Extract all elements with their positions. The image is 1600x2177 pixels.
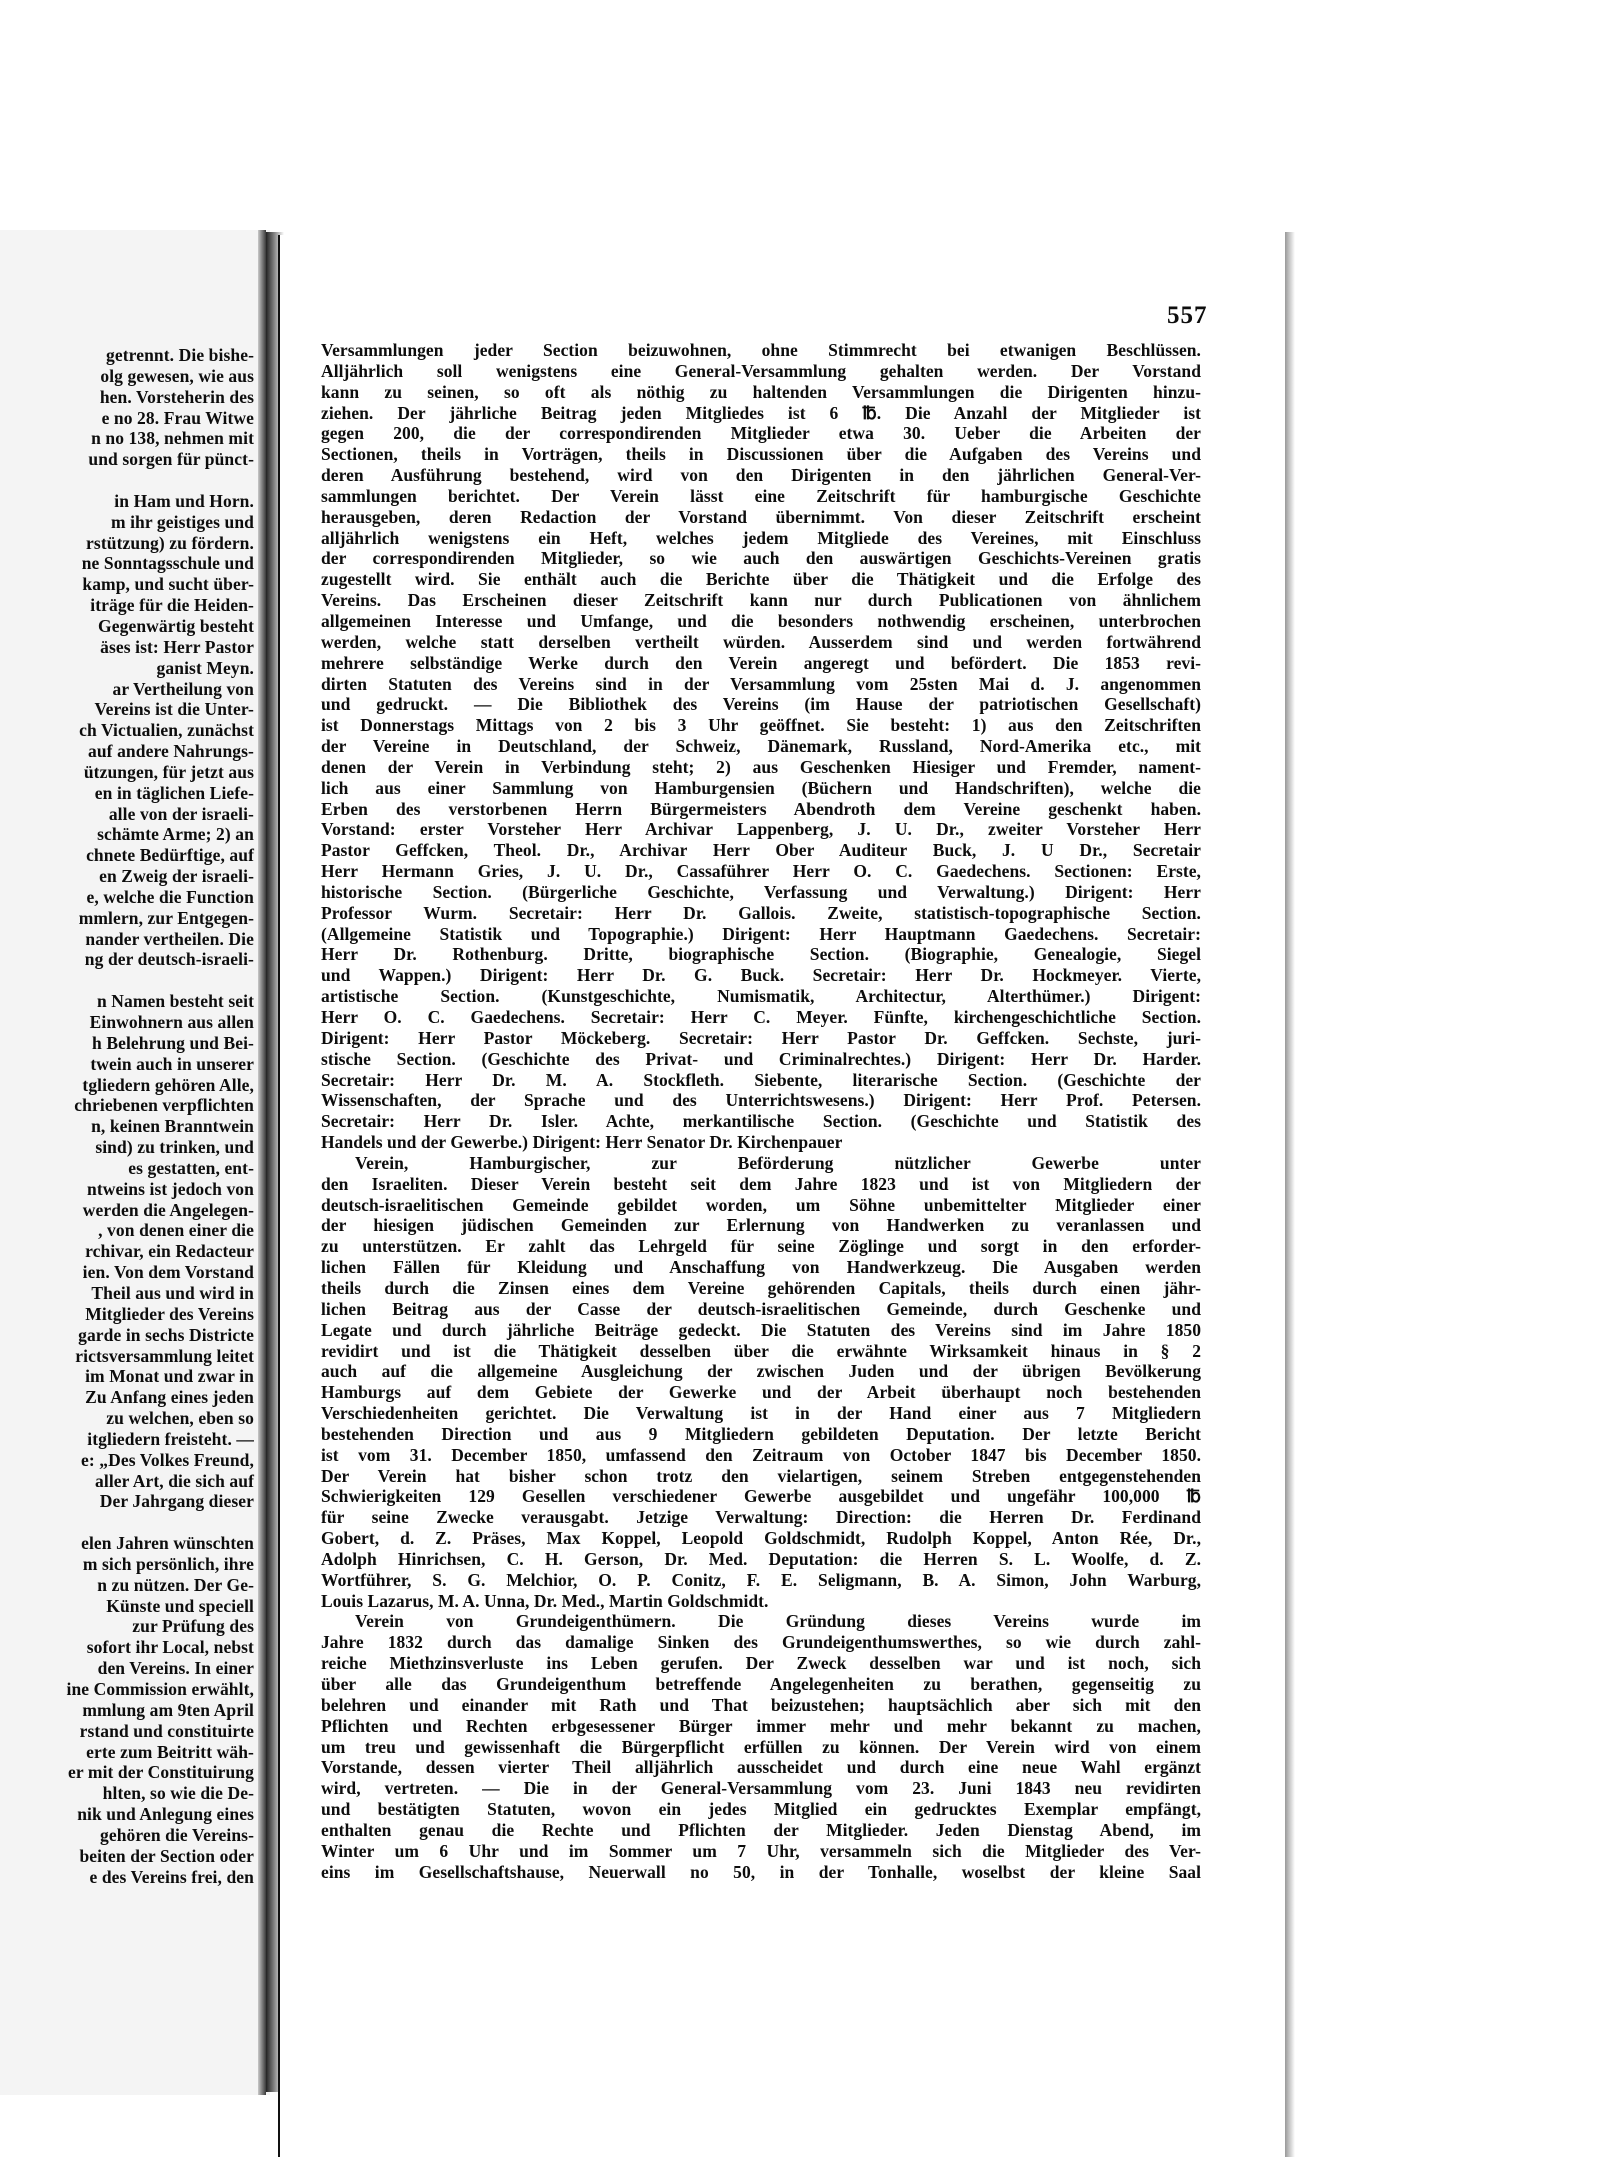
left-page-line: e: „Des Volkes Freund,: [80, 1449, 254, 1470]
body-text-line: belehren und einander mit Rath und That beizustehen; hauptsächlich aber sich mit den: [321, 1694, 1201, 1715]
body-text-line: (Allgemeine Statistik und Topographie.) Dirigent: Herr Hauptmann Gaedechens. Secretair:: [321, 923, 1201, 944]
body-text-line: Adolph Hinrichsen, C. H. Gerson, Dr. Med. Deputation: die Herren S. L. Woolfe, d. Z.: [321, 1548, 1201, 1569]
left-page-line: , von denen einer die: [98, 1220, 254, 1241]
left-page-line: iträge für die Heiden-: [90, 595, 254, 616]
left-page-line: Gegenwärtig besteht: [98, 615, 254, 636]
left-page-line: getrennt. Die bishe-: [106, 345, 254, 365]
body-text-line: für seine Zwecke verausgabt. Jetzige Verwaltung: Direction: die Herren Dr. Ferdinand: [321, 1507, 1201, 1528]
body-text-line: auch auf die allgemeine Ausgleichung der zwischen Juden und der übrigen Bevölkerung: [321, 1361, 1201, 1382]
body-text-line: Verschiedenheiten gerichtet. Die Verwaltung ist in der Hand einer aus 7 Mitgliedern: [321, 1403, 1201, 1424]
body-text-line: Hamburgs auf dem Gebiete der Gewerke und der Arbeit überhaupt noch bestehenden: [321, 1382, 1201, 1403]
left-page-line: Vereins ist die Unter-: [94, 699, 254, 720]
body-text-line: Wissenschaften, der Sprache und des Unterrichtswesens.) Dirigent: Herr Prof. Petersen.: [321, 1090, 1201, 1111]
left-page-line: alle von der israeli-: [108, 803, 254, 824]
left-page-line: chnete Bedürftige, auf: [86, 845, 254, 866]
left-page-line: nander vertheilen. Die: [85, 928, 254, 949]
body-text-line: alljährlich wenigstens ein Heft, welches jedem Mitgliede des Vereines, mit Einschluss: [321, 527, 1201, 548]
left-page-line: ganist Meyn.: [156, 657, 254, 678]
body-text-line: lichen Fällen für Kleidung und Anschaffung von Handwerkzeug. Die Ausgaben werden: [321, 1257, 1201, 1278]
left-page-line: er mit der Constituirung: [68, 1762, 254, 1783]
left-page-line: werden die Angelegen-: [82, 1199, 254, 1220]
left-page-line: rstützung) zu fördern.: [86, 532, 254, 553]
left-page-line: garde in sechs Districte: [78, 1324, 254, 1345]
left-page-line: m ihr geistiges und: [110, 511, 254, 532]
body-text-line: Verein, Hamburgischer, zur Beförderung nützlicher Gewerbe unter: [355, 1152, 1201, 1173]
left-page-line: ine Commission erwählt,: [66, 1679, 254, 1699]
body-text-line: Herr Dr. Rothenburg. Dritte, biographische Section. (Biographie, Genealogie, Siegel: [321, 944, 1201, 965]
left-page-line: in Ham und Horn.: [114, 490, 254, 511]
body-text-line: reiche Miethzinsverluste ins Leben gerufen. Der Zweck desselben war und ist noch, sich: [321, 1653, 1201, 1674]
body-text-line: mehrere selbständige Werke durch den Verein angeregt und befördert. Die 1853 revi-: [321, 652, 1201, 673]
left-page-line: tgliedern gehören Alle,: [82, 1074, 254, 1095]
body-text-line: denen der Verein in Verbindung steht; 2) aus Geschenken Hiesiger und Fremder, nament-: [321, 756, 1201, 777]
body-text-line: und bestätigten Statuten, wovon ein jedes Mitglied ein gedrucktes Exemplar empfängt,: [321, 1799, 1201, 1820]
left-page-line: und sorgen für pünct-: [88, 449, 254, 470]
left-page-line: n no 138, nehmen mit: [91, 428, 254, 449]
body-text-line: um treu und gewissenhaft die Bürgerpflicht erfüllen zu können. Der Verein wird von einem: [321, 1736, 1201, 1757]
left-page-line: kamp, und sucht über-: [82, 574, 254, 595]
left-page-line: ch Victualien, zunächst: [79, 720, 254, 741]
left-page-line: en in täglichen Liefe-: [94, 782, 254, 803]
left-page-line: chriebenen verpflichten: [74, 1095, 254, 1116]
body-text-line: Pastor Geffcken, Theol. Dr., Archivar Herr Ober Auditeur Buck, J. U Dr., Secretair: [321, 840, 1201, 861]
body-text-line: dirten Statuten des Vereins sind in der Versammlung vom 25sten Mai d. J. angenommen: [321, 673, 1201, 694]
body-text-line: allgemeinen Interesse und Umfange, und die besonders nothwendig erscheinen, unterbrochen: [321, 610, 1201, 631]
body-text-line: Der Verein hat bisher schon trotz den vielartigen, seinem Streben entgegenstehenden: [321, 1465, 1201, 1486]
left-page-line: sind) zu trinken, und: [95, 1137, 254, 1158]
body-text-line: Legate und durch jährliche Beiträge gedeckt. Die Statuten des Vereins sind im Jahre 1850: [321, 1319, 1201, 1340]
body-text-column: [321, 340, 1201, 1882]
body-text-line: bestehenden Direction und aus 9 Mitgliedern gebildeten Deputation. Der letzte Bericht: [321, 1423, 1201, 1444]
left-page-line: zu welchen, eben so: [106, 1408, 254, 1429]
left-page-line: mmlern, zur Entgegen-: [78, 907, 254, 928]
left-page-line: ien. Von dem Vorstand: [82, 1262, 254, 1283]
body-text-line: den Israeliten. Dieser Verein besteht seit dem Jahre 1823 und ist von Mitgliedern der: [321, 1173, 1201, 1194]
left-page-line: twein auch in unserer: [90, 1053, 254, 1074]
left-page-line: ntweins ist jedoch von: [86, 1178, 254, 1199]
left-page-line: gehören die Vereins-: [100, 1824, 254, 1845]
body-text-line: Pflichten und Rechten erbgesessener Bürger immer mehr und mehr bekannt zu machen,: [321, 1715, 1201, 1736]
right-page-edge: [1285, 232, 1295, 2157]
body-text-line: Dirigent: Herr Pastor Möckeberg. Secretair: Herr Pastor Dr. Geffcken. Sechste, juri-: [321, 1027, 1201, 1048]
body-text-line: und gedruckt. — Die Bibliothek des Vereins (im Hause der patriotischen Gesellschaft): [321, 694, 1201, 715]
body-text-line: sammlungen berichtet. Der Verein lässt eine Zeitschrift für hamburgische Geschichte: [321, 485, 1201, 506]
body-text-line: ist Donnerstags Mittags von 2 bis 3 Uhr geöffnet. Sie besteht: 1) aus den Zeitschriften: [321, 715, 1201, 736]
body-text-line: Winter um 6 Uhr und im Sommer um 7 Uhr, versammeln sich die Mitglieder des Ver-: [321, 1840, 1201, 1861]
body-text-line: Verein von Grundeigenthümern. Die Gründung dieses Vereins wurde im: [355, 1611, 1201, 1632]
body-text-line: Gobert, d. Z. Präses, Max Koppel, Leopold Goldschmidt, Rudolph Koppel, Anton Rée, Dr.,: [321, 1528, 1201, 1549]
left-page-line: olg gewesen, wie aus: [100, 365, 254, 386]
left-page-text: [0, 345, 254, 1887]
body-text-line: zugestellt wird. Sie enthält auch die Berichte über die Thätigkeit und die Erfolge des: [321, 569, 1201, 590]
body-text-line: lichen Beitrag aus der Casse der deutsch-israelitischen Gemeinde, durch Geschenke und: [321, 1298, 1201, 1319]
left-page-fragment: [0, 230, 270, 2095]
body-text-line: artistische Section. (Kunstgeschichte, Numismatik, Architectur, Alterthümer.) Dirigent:: [321, 986, 1201, 1007]
body-text-line: ziehen. Der jährliche Beitrag jeden Mitgliedes ist 6 ℔. Die Anzahl der Mitglieder ist: [321, 402, 1201, 423]
body-text-line: werden, welche statt derselben vertheilt würden. Ausserdem sind und werden fortwährend: [321, 631, 1201, 652]
body-text-line: Versammlungen jeder Section beizuwohnen, ohne Stimmrecht bei etwanigen Beschlüssen.: [321, 340, 1201, 360]
body-text-line: deutsch-israelitischen Gemeinde gebildet worden, um Söhne unbemittelter Mitglieder einer: [321, 1194, 1201, 1215]
left-page-edge: [258, 230, 266, 2095]
body-text-line: kann zu seinen, so oft als nöthig zu haltenden Versammlungen die Dirigenten hinzu-: [321, 381, 1201, 402]
body-text-line: Professor Wurm. Secretair: Herr Dr. Gallois. Zweite, statistisch-topographische Section.: [321, 902, 1201, 923]
left-page-line: [0, 970, 254, 991]
left-page-line: ar Vertheilung von: [112, 678, 254, 699]
left-page-line: n zu nützen. Der Ge-: [97, 1574, 254, 1595]
body-text-line: der Vereine in Deutschland, der Schweiz, Dänemark, Russland, Nord-Amerika etc., mit: [321, 736, 1201, 757]
body-text-line: historische Section. (Bürgerliche Geschichte, Verfassung und Verwaltung.) Dirigent: Herr: [321, 881, 1201, 902]
left-page-line: sofort ihr Local, nebst: [86, 1637, 254, 1658]
body-text-line: der hiesigen jüdischen Gemeinden zur Erlernung von Handwerken zu veranlassen und: [321, 1215, 1201, 1236]
left-page-line: Zu Anfang eines jeden: [85, 1387, 254, 1408]
left-page-line: en Zweig der israeli-: [99, 866, 254, 887]
page-number: 557: [1167, 302, 1208, 329]
left-page-line: aller Art, die sich auf: [95, 1470, 254, 1491]
left-page-line: rstand und constituirte: [79, 1720, 254, 1741]
body-text-line: Secretair: Herr Dr. Isler. Achte, merkantilische Section. (Geschichte und Statistik des: [321, 1111, 1201, 1132]
body-text-line: Vereins. Das Erscheinen dieser Zeitschrift kann nur durch Publicationen von ähnlichem: [321, 590, 1201, 611]
left-page-line: im Monat und zwar in: [85, 1366, 254, 1387]
body-text-line: revidirt und ist die Thätigkeit desselben über die erwähnte Wirksamkeit hinaus in § 2: [321, 1340, 1201, 1361]
left-page-line: ützungen, für jetzt aus: [83, 761, 254, 782]
left-page-line: e no 28. Frau Witwe: [101, 407, 254, 428]
left-page-line: Der Jahrgang dieser: [99, 1491, 254, 1512]
body-text-line: Alljährlich soll wenigstens eine General-Versammlung gehalten werden. Der Vorstand: [321, 360, 1201, 381]
body-text-line: Louis Lazarus, M. A. Unna, Dr. Med., Martin Goldschmidt.: [321, 1590, 769, 1611]
body-text-line: Vorstande, dessen vierter Theil alljährlich ausscheidet und durch eine neue Wahl ergänzt: [321, 1757, 1201, 1778]
body-text-line: ist vom 31. December 1850, umfassend den Zeitraum von October 1847 bis December 1850.: [321, 1444, 1201, 1465]
left-page-line: e, welche die Function: [86, 886, 254, 907]
body-text-line: herausgeben, deren Redaction der Vorstand übernimmt. Von dieser Zeitschrift erscheint: [321, 506, 1201, 527]
left-page-line: itgliedern freisteht. —: [87, 1428, 254, 1449]
body-text-line: stische Section. (Geschichte des Privat- und Criminalrechtes.) Dirigent: Herr Dr. Harder.: [321, 1048, 1201, 1069]
left-page-line: äses ist: Herr Pastor: [100, 636, 254, 657]
left-page-line: hlten, so wie die De-: [102, 1783, 254, 1804]
left-page-line: auf andere Nahrungs-: [87, 741, 254, 762]
body-text-line: Schwierigkeiten 129 Gesellen verschiedener Gewerbe ausgebildet und ungefähr 100,000 ℔: [321, 1486, 1201, 1507]
left-page-line: erte zum Beitritt wäh-: [86, 1741, 254, 1762]
left-page-line: n, keinen Branntwein: [91, 1116, 254, 1137]
left-page-line: [0, 1512, 254, 1533]
left-page-line: den Vereins. In einer: [97, 1658, 254, 1679]
left-page-line: [0, 470, 254, 491]
body-text-line: Secretair: Herr Dr. M. A. Stockfleth. Siebente, literarische Section. (Geschichte der: [321, 1069, 1201, 1090]
left-page-line: n Namen besteht seit: [96, 991, 254, 1012]
left-page-line: h Belehrung und Bei-: [92, 1032, 254, 1053]
body-text-line: enthalten genau die Rechte und Pflichten der Mitglieder. Jeden Dienstag Abend, im: [321, 1819, 1201, 1840]
body-text-line: Vorstand: erster Vorsteher Herr Archivar Lappenberg, J. U. Dr., zweiter Vorsteher Herr: [321, 819, 1201, 840]
left-page-line: schämte Arme; 2) an: [97, 824, 254, 845]
body-text-line: der correspondirenden Mitglieder, so wie auch den auswärtigen Geschichts-Vereinen gratis: [321, 548, 1201, 569]
body-text-line: zu unterstützen. Er zahlt das Lehrgeld für seine Zöglinge und sorgt in den erforder-: [321, 1236, 1201, 1257]
left-page-line: Einwohnern aus allen: [89, 1012, 254, 1032]
body-text-line: theils durch die Zinsen eines dem Vereine gehörenden Capitals, theils durch einen jähr-: [321, 1277, 1201, 1298]
body-text-line: über alle das Grundeigenthum betreffende Angelegenheiten zu berathen, gegenseitig zu: [321, 1674, 1201, 1694]
left-page-line: zur Prüfung des: [132, 1616, 254, 1637]
body-text-line: lich aus einer Sammlung von Hamburgensien (Büchern und Handschriften), welche die: [321, 777, 1201, 798]
body-text-line: gegen 200, die der correspondirenden Mitglieder etwa 30. Ueber die Arbeiten der: [321, 423, 1201, 444]
left-page-line: rchivar, ein Redacteur: [85, 1241, 254, 1262]
left-page-line: mmlung am 9ten April: [82, 1699, 254, 1720]
left-page-line: m sich persönlich, ihre: [82, 1553, 254, 1574]
body-text-line: deren Ausführung bestehend, wird von den Dirigenten in den jährlichen General-Ver-: [321, 465, 1201, 486]
body-text-line: Wortführer, S. G. Melchior, O. P. Conitz, F. E. Seligmann, B. A. Simon, John Warburg,: [321, 1569, 1201, 1590]
left-page-line: elen Jahren wünschten: [81, 1533, 254, 1554]
left-page-line: ne Sonntagsschule und: [81, 553, 254, 574]
left-page-line: ng der deutsch-israeli-: [84, 949, 254, 970]
body-text-line: wird, vertreten. — Die in der General-Versammlung vom 23. Juni 1843 neu revidirten: [321, 1778, 1201, 1799]
body-text-line: und Wappen.) Dirigent: Herr Dr. G. Buck. Secretair: Herr Dr. Hockmeyer. Vierte,: [321, 965, 1201, 986]
body-text-line: Herr O. C. Gaedechens. Secretair: Herr C. Meyer. Fünfte, kirchengeschichtliche Section.: [321, 1007, 1201, 1027]
left-page-line: Mitglieder des Vereins: [85, 1303, 254, 1324]
body-text-line: Sectionen, theils in Vorträgen, theils in Discussionen über die Aufgaben des Vereins und: [321, 444, 1201, 465]
left-page-line: es gestatten, ent-: [128, 1157, 254, 1178]
left-page-line: beiten der Section oder: [79, 1845, 254, 1866]
left-page-line: rictsversammlung leitet: [75, 1345, 254, 1366]
body-text-line: Herr Hermann Gries, J. U. Dr., Cassaführer Herr O. C. Gaedechens. Sectionen: Erste,: [321, 861, 1201, 882]
left-page-line: nik und Anlegung eines: [77, 1804, 254, 1825]
body-text-line: eins im Gesellschaftshause, Neuerwall no 50, in der Tonhalle, woselbst der kleine Saal: [321, 1861, 1201, 1882]
left-page-line: Theil aus und wird in: [91, 1282, 254, 1303]
body-text-line: Handels und der Gewerbe.) Dirigent: Herr Senator Dr. Kirchenpauer: [321, 1132, 843, 1153]
body-text-line: Jahre 1832 durch das damalige Sinken des Grundeigenthumswerthes, so wie durch zahl-: [321, 1632, 1201, 1653]
left-page-line: Künste und speciell: [106, 1595, 254, 1616]
body-text-line: Erben des verstorbenen Herrn Bürgermeisters Abendroth dem Vereine geschenkt haben.: [321, 798, 1201, 819]
left-page-line: hen. Vorsteherin des: [99, 386, 254, 407]
left-page-line: e des Vereins frei, den: [89, 1866, 254, 1887]
